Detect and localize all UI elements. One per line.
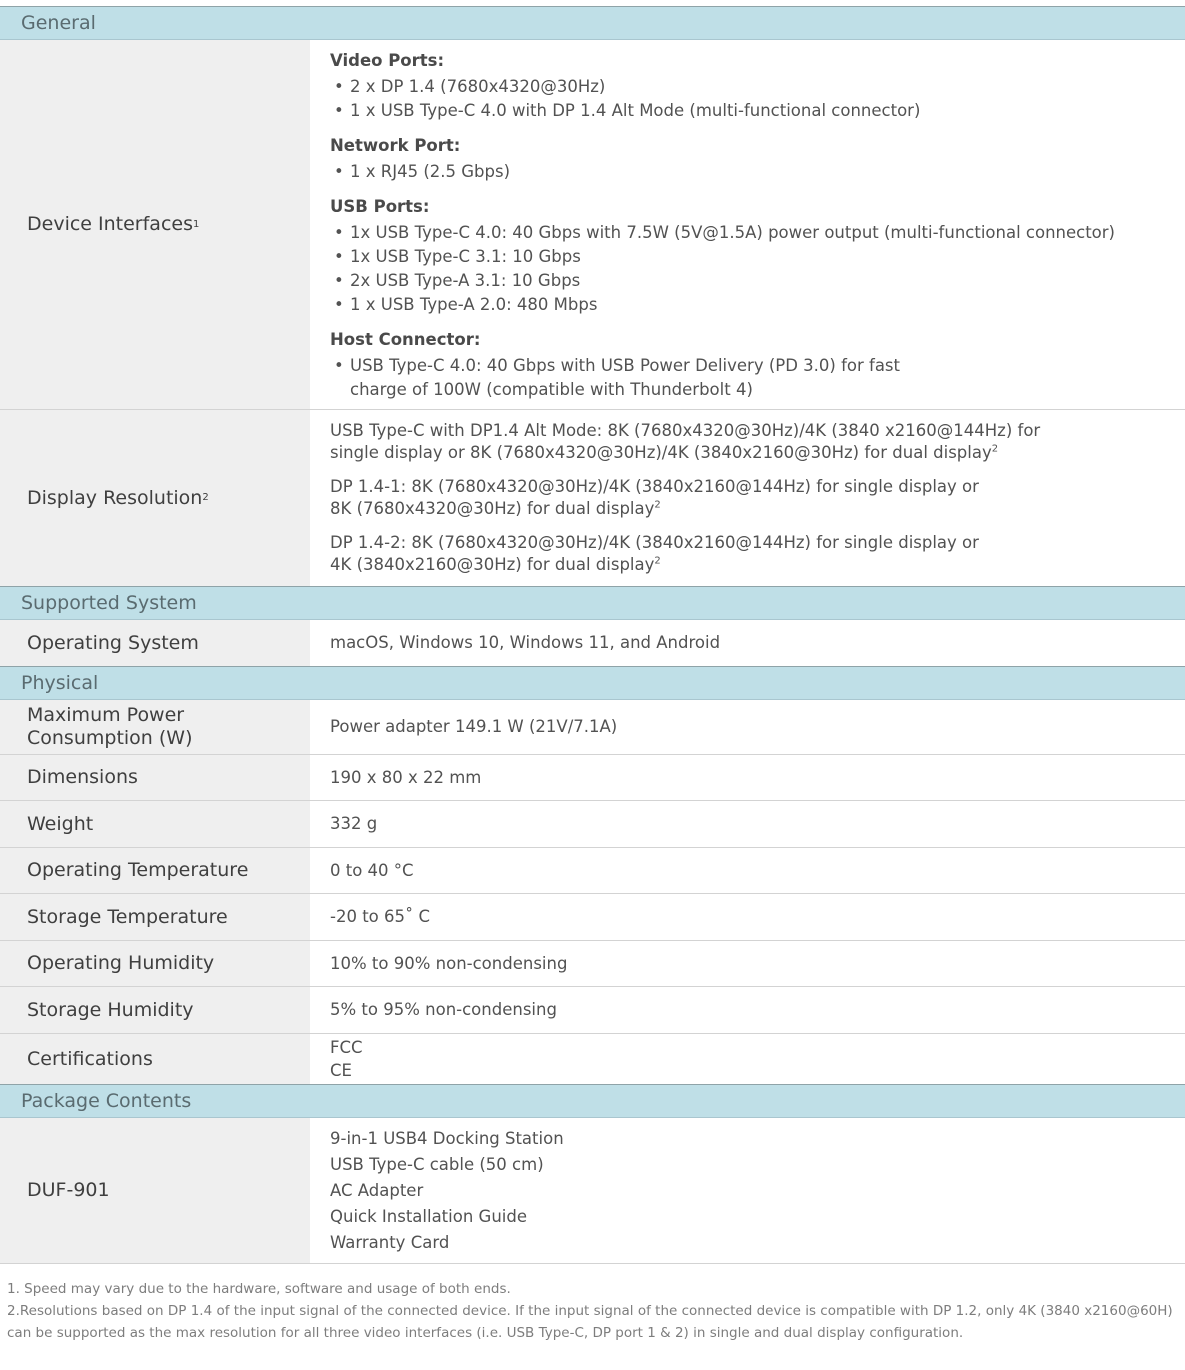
resolution-paragraph: DP 1.4-2: 8K (7680x4320@30Hz)/4K (3840x2160@144Hz) for single display or 4K (3840x2160@30Hz) for dual display$^2$ bbox=[330, 533, 979, 574]
spec-row-dimensions bbox=[0, 755, 1185, 801]
spec-value: macOS, Windows 10, Windows 11, and Android bbox=[330, 633, 721, 652]
spec-row-certifications bbox=[0, 1034, 1185, 1084]
section-header-physical bbox=[0, 666, 1185, 700]
spec-label: Device Interfaces 1 bbox=[0, 40, 310, 409]
spec-label: Certifications bbox=[0, 1034, 310, 1084]
spec-label: DUF-901 bbox=[0, 1118, 310, 1263]
list-item: • 1 x RJ45 (2.5 Gbps) bbox=[334, 162, 511, 181]
spec-row-operating-system bbox=[0, 620, 1185, 666]
list-item: • 1 x USB Type-C 4.0 with DP 1.4 Alt Mode (multi-functional connector) bbox=[334, 101, 921, 120]
display-resolution-label: Display Resolution bbox=[27, 486, 203, 509]
list-item: • 1 x USB Type-A 2.0: 480 Mbps bbox=[334, 295, 598, 314]
list-item: • 2 x DP 1.4 (7680x4320@30Hz) bbox=[334, 77, 606, 96]
spec-row-weight bbox=[0, 801, 1185, 848]
spec-label: Maximum Power Consumption (W) bbox=[0, 700, 310, 754]
certification-item: FCC bbox=[330, 1038, 363, 1057]
spec-label: Operating System bbox=[0, 620, 310, 666]
spec-row-package bbox=[0, 1118, 1185, 1264]
package-item: USB Type-C cable (50 cm) bbox=[330, 1154, 544, 1174]
spec-row-max-power bbox=[0, 700, 1185, 755]
spec-row-storage-temperature bbox=[0, 894, 1185, 941]
package-item: AC Adapter bbox=[330, 1180, 424, 1200]
list-item-continuation: charge of 100W (compatible with Thunderbolt 4) bbox=[350, 380, 753, 399]
list-item: • 2x USB Type-A 3.1: 10 Gbps bbox=[334, 271, 581, 290]
section-header-package-contents bbox=[0, 1084, 1185, 1118]
spec-label: Operating Humidity bbox=[0, 941, 310, 986]
spec-value: 190 x 80 x 22 mm bbox=[330, 767, 482, 787]
spec-label: Storage Humidity bbox=[0, 987, 310, 1033]
host-connector-title: Host Connector: bbox=[330, 330, 481, 349]
device-interfaces-label: Device Interfaces bbox=[27, 213, 193, 235]
spec-label: Operating Temperature bbox=[0, 848, 310, 893]
spec-value: Power adapter 149.1 W (21V/7.1A) bbox=[330, 717, 618, 736]
spec-row-storage-humidity bbox=[0, 987, 1185, 1034]
spec-value: 0 to 40 °C bbox=[330, 860, 414, 880]
spec-value: -20 to 65˚ C bbox=[330, 907, 431, 926]
package-item: Quick Installation Guide bbox=[330, 1206, 527, 1226]
spec-row-operating-humidity bbox=[0, 941, 1185, 987]
section-title: General bbox=[21, 12, 96, 34]
spec-value bbox=[310, 410, 1185, 586]
section-title: Supported System bbox=[21, 592, 197, 614]
section-title: Physical bbox=[21, 672, 99, 694]
spec-label: Weight bbox=[0, 801, 310, 847]
certification-item: CE bbox=[330, 1061, 352, 1080]
spec-value bbox=[310, 1034, 1185, 1084]
section-header-supported-system bbox=[0, 586, 1185, 620]
spec-value: 332 g bbox=[330, 814, 378, 833]
spec-row-device-interfaces bbox=[0, 40, 1185, 410]
spec-label: Dimensions bbox=[0, 755, 310, 800]
footnotes bbox=[7, 1278, 1177, 1344]
package-item: 9-in-1 USB4 Docking Station bbox=[330, 1128, 564, 1148]
resolution-paragraph: USB Type-C with DP1.4 Alt Mode: 8K (7680x4320@30Hz)/4K (3840 x2160@144Hz) for single display or 8K (7680x4320@30Hz)/4K (3840x2160@30Hz) for dual display$^2$ bbox=[330, 421, 1041, 462]
footnote-2-continued: can be supported as the max resolution for all three video interfaces (i.e. USB Type-C, DP port 1 & 2) in single and dual display configuration. bbox=[7, 1325, 964, 1341]
section-title: Package Contents bbox=[21, 1090, 192, 1112]
footnote-2: 2.Resolutions based on DP 1.4 of the input signal of the connected device. If the input signal of the connected device is compatible with DP 1.2, only 4K (3840 x2160@60H) bbox=[7, 1303, 1173, 1319]
package-item: Warranty Card bbox=[330, 1232, 450, 1252]
list-item: • 1x USB Type-C 3.1: 10 Gbps bbox=[334, 247, 581, 266]
footnote-1: 1. Speed may vary due to the hardware, software and usage of both ends. bbox=[7, 1281, 511, 1297]
network-port-title: Network Port: bbox=[330, 136, 461, 155]
resolution-paragraph: DP 1.4-1: 8K (7680x4320@30Hz)/4K (3840x2160@144Hz) for single display or 8K (7680x4320@30Hz) for dual display$^2$ bbox=[330, 477, 979, 518]
spec-label: Storage Temperature bbox=[0, 894, 310, 940]
section-header-general bbox=[0, 6, 1185, 40]
list-item: • USB Type-C 4.0: 40 Gbps with USB Power Delivery (PD 3.0) for fast bbox=[334, 356, 901, 375]
spec-row-operating-temperature bbox=[0, 848, 1185, 894]
spec-value: 5% to 95% non-condensing bbox=[330, 1000, 557, 1019]
spec-row-display-resolution bbox=[0, 410, 1185, 586]
video-ports-title: Video Ports: bbox=[330, 51, 445, 70]
spec-label: Display Resolution 2 bbox=[0, 410, 310, 586]
spec-value: 10% to 90% non-condensing bbox=[330, 953, 568, 973]
spec-value bbox=[310, 1118, 1185, 1263]
list-item: • 1x USB Type-C 4.0: 40 Gbps with 7.5W (5V@1.5A) power output (multi-functional connector) bbox=[334, 223, 1115, 242]
spec-value bbox=[310, 40, 1185, 409]
usb-ports-title: USB Ports: bbox=[330, 197, 430, 216]
